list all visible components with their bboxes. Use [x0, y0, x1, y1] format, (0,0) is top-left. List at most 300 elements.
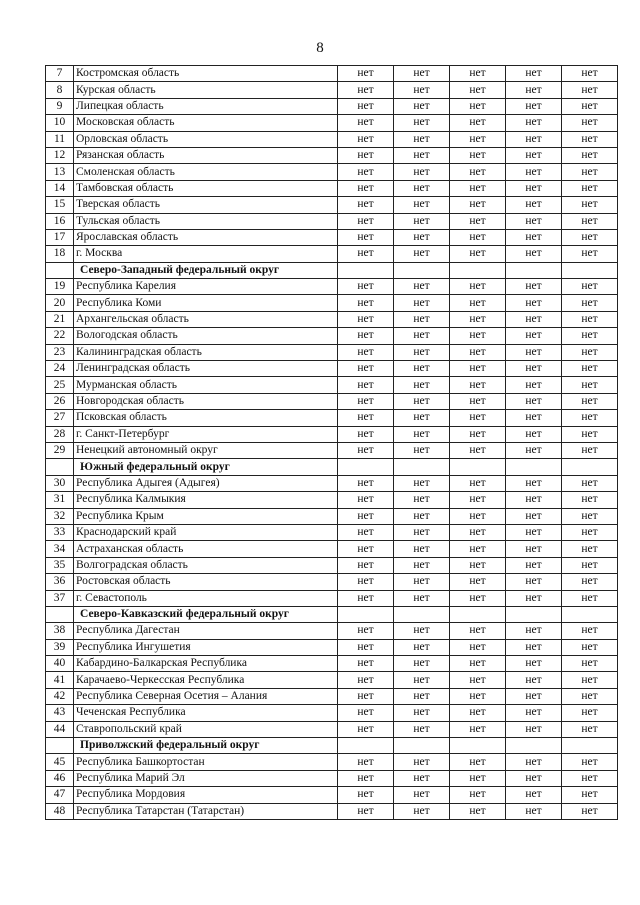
table-row	[46, 639, 618, 655]
value-cell: нет	[562, 361, 618, 377]
row-number: 23	[46, 344, 74, 360]
empty-value-cell	[450, 262, 506, 278]
value-cell: нет	[506, 688, 562, 704]
table-row	[46, 623, 618, 639]
value-cell: нет	[562, 639, 618, 655]
value-cell: нет	[338, 180, 394, 196]
page-number: 8	[316, 40, 324, 56]
table-row	[46, 475, 618, 491]
table-row	[46, 557, 618, 573]
table-row	[46, 328, 618, 344]
value-cell: нет	[562, 508, 618, 524]
value-cell: нет	[450, 590, 506, 606]
region-name: Рязанская область	[74, 147, 338, 163]
value-cell: нет	[450, 393, 506, 409]
value-cell: нет	[562, 279, 618, 295]
table-row	[46, 82, 618, 98]
table-row	[46, 754, 618, 770]
value-cell: нет	[506, 656, 562, 672]
value-cell: нет	[506, 590, 562, 606]
empty-value-cell	[450, 738, 506, 754]
value-cell: нет	[394, 164, 450, 180]
value-cell: нет	[450, 770, 506, 786]
value-cell: нет	[562, 147, 618, 163]
region-name: Вологодская область	[74, 328, 338, 344]
value-cell: нет	[338, 557, 394, 573]
value-cell: нет	[506, 164, 562, 180]
value-cell: нет	[338, 590, 394, 606]
value-cell: нет	[506, 623, 562, 639]
value-cell: нет	[394, 213, 450, 229]
value-cell: нет	[338, 377, 394, 393]
row-number: 20	[46, 295, 74, 311]
value-cell: нет	[450, 803, 506, 819]
value-cell: нет	[562, 328, 618, 344]
table-row	[46, 656, 618, 672]
table-row	[46, 705, 618, 721]
value-cell: нет	[562, 787, 618, 803]
value-cell: нет	[506, 246, 562, 262]
value-cell: нет	[338, 541, 394, 557]
value-cell: нет	[562, 82, 618, 98]
value-cell: нет	[450, 213, 506, 229]
row-number: 44	[46, 721, 74, 737]
table-row	[46, 131, 618, 147]
value-cell: нет	[506, 787, 562, 803]
row-number: 43	[46, 705, 74, 721]
value-cell: нет	[394, 410, 450, 426]
value-cell: нет	[506, 147, 562, 163]
row-number-cell	[46, 738, 74, 754]
table-row	[46, 246, 618, 262]
empty-value-cell	[506, 459, 562, 475]
value-cell: нет	[562, 475, 618, 491]
table-row	[46, 66, 618, 82]
value-cell: нет	[394, 770, 450, 786]
table-body	[46, 66, 618, 820]
value-cell: нет	[450, 361, 506, 377]
empty-value-cell	[562, 738, 618, 754]
value-cell: нет	[450, 656, 506, 672]
value-cell: нет	[338, 442, 394, 458]
district-header-row	[46, 459, 618, 475]
value-cell: нет	[338, 328, 394, 344]
value-cell: нет	[338, 246, 394, 262]
value-cell: нет	[450, 131, 506, 147]
value-cell: нет	[506, 803, 562, 819]
region-name: Липецкая область	[74, 98, 338, 114]
value-cell: нет	[394, 393, 450, 409]
value-cell: нет	[506, 82, 562, 98]
empty-value-cell	[394, 738, 450, 754]
table-row	[46, 590, 618, 606]
value-cell: нет	[562, 164, 618, 180]
empty-value-cell	[562, 262, 618, 278]
table-row	[46, 541, 618, 557]
value-cell: нет	[394, 344, 450, 360]
value-cell: нет	[450, 705, 506, 721]
table-row	[46, 197, 618, 213]
region-name: Республика Коми	[74, 295, 338, 311]
value-cell: нет	[394, 705, 450, 721]
value-cell: нет	[450, 164, 506, 180]
value-cell: нет	[450, 688, 506, 704]
value-cell: нет	[338, 115, 394, 131]
row-number: 15	[46, 197, 74, 213]
value-cell: нет	[394, 66, 450, 82]
value-cell: нет	[506, 279, 562, 295]
value-cell: нет	[506, 311, 562, 327]
value-cell: нет	[394, 639, 450, 655]
row-number: 24	[46, 361, 74, 377]
value-cell: нет	[338, 508, 394, 524]
region-name: г. Москва	[74, 246, 338, 262]
table-row	[46, 311, 618, 327]
value-cell: нет	[450, 541, 506, 557]
region-name: Волгоградская область	[74, 557, 338, 573]
table-row	[46, 164, 618, 180]
empty-value-cell	[450, 459, 506, 475]
value-cell: нет	[338, 82, 394, 98]
value-cell: нет	[394, 688, 450, 704]
row-number: 35	[46, 557, 74, 573]
value-cell: нет	[338, 426, 394, 442]
region-name: Псковская область	[74, 410, 338, 426]
value-cell: нет	[450, 557, 506, 573]
region-name: Мурманская область	[74, 377, 338, 393]
region-name: Чеченская Республика	[74, 705, 338, 721]
value-cell: нет	[562, 180, 618, 196]
table-row	[46, 574, 618, 590]
value-cell: нет	[562, 803, 618, 819]
value-cell: нет	[450, 311, 506, 327]
empty-value-cell	[506, 606, 562, 622]
row-number: 27	[46, 410, 74, 426]
value-cell: нет	[506, 475, 562, 491]
value-cell: нет	[450, 475, 506, 491]
table-row	[46, 770, 618, 786]
value-cell: нет	[562, 311, 618, 327]
region-name: Новгородская область	[74, 393, 338, 409]
region-name: Калининградская область	[74, 344, 338, 360]
value-cell: нет	[394, 311, 450, 327]
table-row	[46, 115, 618, 131]
region-name: Кабардино-Балкарская Республика	[74, 656, 338, 672]
row-number: 39	[46, 639, 74, 655]
value-cell: нет	[506, 361, 562, 377]
value-cell: нет	[338, 66, 394, 82]
value-cell: нет	[562, 344, 618, 360]
region-name: Ненецкий автономный округ	[74, 442, 338, 458]
value-cell: нет	[450, 721, 506, 737]
value-cell: нет	[338, 229, 394, 245]
value-cell: нет	[338, 770, 394, 786]
value-cell: нет	[506, 66, 562, 82]
table-row	[46, 180, 618, 196]
value-cell: нет	[506, 197, 562, 213]
district-name: Северо-Западный федеральный округ	[74, 262, 338, 278]
region-name: Республика Карелия	[74, 279, 338, 295]
value-cell: нет	[450, 524, 506, 540]
row-number: 16	[46, 213, 74, 229]
value-cell: нет	[506, 492, 562, 508]
table-row	[46, 492, 618, 508]
row-number: 42	[46, 688, 74, 704]
empty-value-cell	[338, 738, 394, 754]
row-number-cell	[46, 262, 74, 278]
row-number: 9	[46, 98, 74, 114]
value-cell: нет	[562, 688, 618, 704]
value-cell: нет	[450, 246, 506, 262]
row-number: 8	[46, 82, 74, 98]
value-cell: нет	[338, 393, 394, 409]
value-cell: нет	[450, 492, 506, 508]
region-name: Республика Адыгея (Адыгея)	[74, 475, 338, 491]
value-cell: нет	[394, 180, 450, 196]
value-cell: нет	[562, 541, 618, 557]
value-cell: нет	[338, 623, 394, 639]
table-row	[46, 508, 618, 524]
row-number: 37	[46, 590, 74, 606]
row-number: 7	[46, 66, 74, 82]
value-cell: нет	[394, 131, 450, 147]
value-cell: нет	[450, 115, 506, 131]
empty-value-cell	[506, 738, 562, 754]
table-row	[46, 672, 618, 688]
value-cell: нет	[506, 721, 562, 737]
row-number: 29	[46, 442, 74, 458]
value-cell: нет	[394, 147, 450, 163]
value-cell: нет	[450, 180, 506, 196]
value-cell: нет	[338, 410, 394, 426]
value-cell: нет	[338, 131, 394, 147]
value-cell: нет	[506, 770, 562, 786]
value-cell: нет	[562, 393, 618, 409]
row-number: 13	[46, 164, 74, 180]
region-name: Республика Татарстан (Татарстан)	[74, 803, 338, 819]
table-row	[46, 295, 618, 311]
value-cell: нет	[450, 787, 506, 803]
row-number: 38	[46, 623, 74, 639]
value-cell: нет	[562, 770, 618, 786]
value-cell: нет	[562, 705, 618, 721]
region-name: Орловская область	[74, 131, 338, 147]
value-cell: нет	[394, 82, 450, 98]
value-cell: нет	[506, 295, 562, 311]
value-cell: нет	[338, 164, 394, 180]
region-name: Московская область	[74, 115, 338, 131]
region-name: г. Санкт-Петербург	[74, 426, 338, 442]
value-cell: нет	[450, 426, 506, 442]
value-cell: нет	[562, 656, 618, 672]
value-cell: нет	[506, 426, 562, 442]
value-cell: нет	[450, 279, 506, 295]
empty-value-cell	[562, 606, 618, 622]
region-name: Республика Северная Осетия – Алания	[74, 688, 338, 704]
value-cell: нет	[338, 803, 394, 819]
value-cell: нет	[506, 98, 562, 114]
table-row	[46, 98, 618, 114]
value-cell: нет	[450, 229, 506, 245]
row-number: 36	[46, 574, 74, 590]
value-cell: нет	[506, 377, 562, 393]
district-header-row	[46, 606, 618, 622]
row-number: 41	[46, 672, 74, 688]
value-cell: нет	[562, 623, 618, 639]
row-number: 17	[46, 229, 74, 245]
value-cell: нет	[394, 623, 450, 639]
region-name: Тамбовская область	[74, 180, 338, 196]
value-cell: нет	[338, 295, 394, 311]
empty-value-cell	[338, 262, 394, 278]
table-row	[46, 147, 618, 163]
value-cell: нет	[506, 639, 562, 655]
value-cell: нет	[450, 98, 506, 114]
region-name: Ставропольский край	[74, 721, 338, 737]
value-cell: нет	[394, 492, 450, 508]
value-cell: нет	[506, 705, 562, 721]
value-cell: нет	[506, 229, 562, 245]
value-cell: нет	[394, 541, 450, 557]
value-cell: нет	[562, 229, 618, 245]
value-cell: нет	[562, 66, 618, 82]
value-cell: нет	[338, 344, 394, 360]
region-name: Республика Ингушетия	[74, 639, 338, 655]
value-cell: нет	[562, 377, 618, 393]
value-cell: нет	[506, 328, 562, 344]
value-cell: нет	[562, 442, 618, 458]
table-row	[46, 229, 618, 245]
value-cell: нет	[394, 590, 450, 606]
row-number: 34	[46, 541, 74, 557]
value-cell: нет	[450, 508, 506, 524]
value-cell: нет	[506, 115, 562, 131]
table-row	[46, 377, 618, 393]
value-cell: нет	[506, 442, 562, 458]
region-name: Тверская область	[74, 197, 338, 213]
district-name: Северо-Кавказский федеральный округ	[74, 606, 338, 622]
empty-value-cell	[394, 459, 450, 475]
region-name: Астраханская область	[74, 541, 338, 557]
empty-value-cell	[394, 262, 450, 278]
row-number: 11	[46, 131, 74, 147]
empty-value-cell	[562, 459, 618, 475]
value-cell: нет	[338, 574, 394, 590]
row-number: 22	[46, 328, 74, 344]
value-cell: нет	[394, 475, 450, 491]
region-name: Ростовская область	[74, 574, 338, 590]
value-cell: нет	[394, 426, 450, 442]
table-row	[46, 524, 618, 540]
value-cell: нет	[562, 410, 618, 426]
table-row	[46, 344, 618, 360]
value-cell: нет	[506, 508, 562, 524]
value-cell: нет	[562, 213, 618, 229]
row-number: 28	[46, 426, 74, 442]
value-cell: нет	[394, 721, 450, 737]
value-cell: нет	[562, 426, 618, 442]
value-cell: нет	[394, 279, 450, 295]
value-cell: нет	[506, 574, 562, 590]
value-cell: нет	[562, 197, 618, 213]
value-cell: нет	[394, 442, 450, 458]
value-cell: нет	[506, 541, 562, 557]
value-cell: нет	[338, 639, 394, 655]
value-cell: нет	[394, 197, 450, 213]
region-name: Курская область	[74, 82, 338, 98]
district-header-row	[46, 738, 618, 754]
value-cell: нет	[562, 590, 618, 606]
row-number: 32	[46, 508, 74, 524]
value-cell: нет	[450, 295, 506, 311]
value-cell: нет	[450, 197, 506, 213]
region-name: Республика Мордовия	[74, 787, 338, 803]
value-cell: нет	[562, 672, 618, 688]
value-cell: нет	[338, 787, 394, 803]
value-cell: нет	[562, 557, 618, 573]
value-cell: нет	[450, 639, 506, 655]
region-name: Краснодарский край	[74, 524, 338, 540]
value-cell: нет	[338, 656, 394, 672]
empty-value-cell	[338, 606, 394, 622]
value-cell: нет	[338, 754, 394, 770]
value-cell: нет	[394, 574, 450, 590]
row-number: 26	[46, 393, 74, 409]
table-row	[46, 361, 618, 377]
value-cell: нет	[338, 147, 394, 163]
empty-value-cell	[338, 459, 394, 475]
region-name: Республика Калмыкия	[74, 492, 338, 508]
value-cell: нет	[450, 574, 506, 590]
value-cell: нет	[338, 361, 394, 377]
row-number: 25	[46, 377, 74, 393]
region-name: г. Севастополь	[74, 590, 338, 606]
value-cell: нет	[450, 344, 506, 360]
value-cell: нет	[562, 524, 618, 540]
value-cell: нет	[394, 246, 450, 262]
table-row	[46, 279, 618, 295]
table-row	[46, 393, 618, 409]
value-cell: нет	[562, 246, 618, 262]
value-cell: нет	[450, 442, 506, 458]
region-name: Тульская область	[74, 213, 338, 229]
region-name: Смоленская область	[74, 164, 338, 180]
value-cell: нет	[506, 524, 562, 540]
row-number: 18	[46, 246, 74, 262]
table-row	[46, 410, 618, 426]
value-cell: нет	[506, 557, 562, 573]
row-number: 30	[46, 475, 74, 491]
table-row	[46, 426, 618, 442]
value-cell: нет	[338, 475, 394, 491]
value-cell: нет	[450, 410, 506, 426]
value-cell: нет	[394, 328, 450, 344]
row-number: 46	[46, 770, 74, 786]
row-number: 21	[46, 311, 74, 327]
value-cell: нет	[506, 131, 562, 147]
value-cell: нет	[562, 115, 618, 131]
table-row	[46, 442, 618, 458]
value-cell: нет	[394, 672, 450, 688]
value-cell: нет	[562, 295, 618, 311]
row-number: 12	[46, 147, 74, 163]
value-cell: нет	[394, 115, 450, 131]
value-cell: нет	[450, 147, 506, 163]
value-cell: нет	[562, 721, 618, 737]
row-number: 47	[46, 787, 74, 803]
value-cell: нет	[394, 508, 450, 524]
table-row	[46, 721, 618, 737]
